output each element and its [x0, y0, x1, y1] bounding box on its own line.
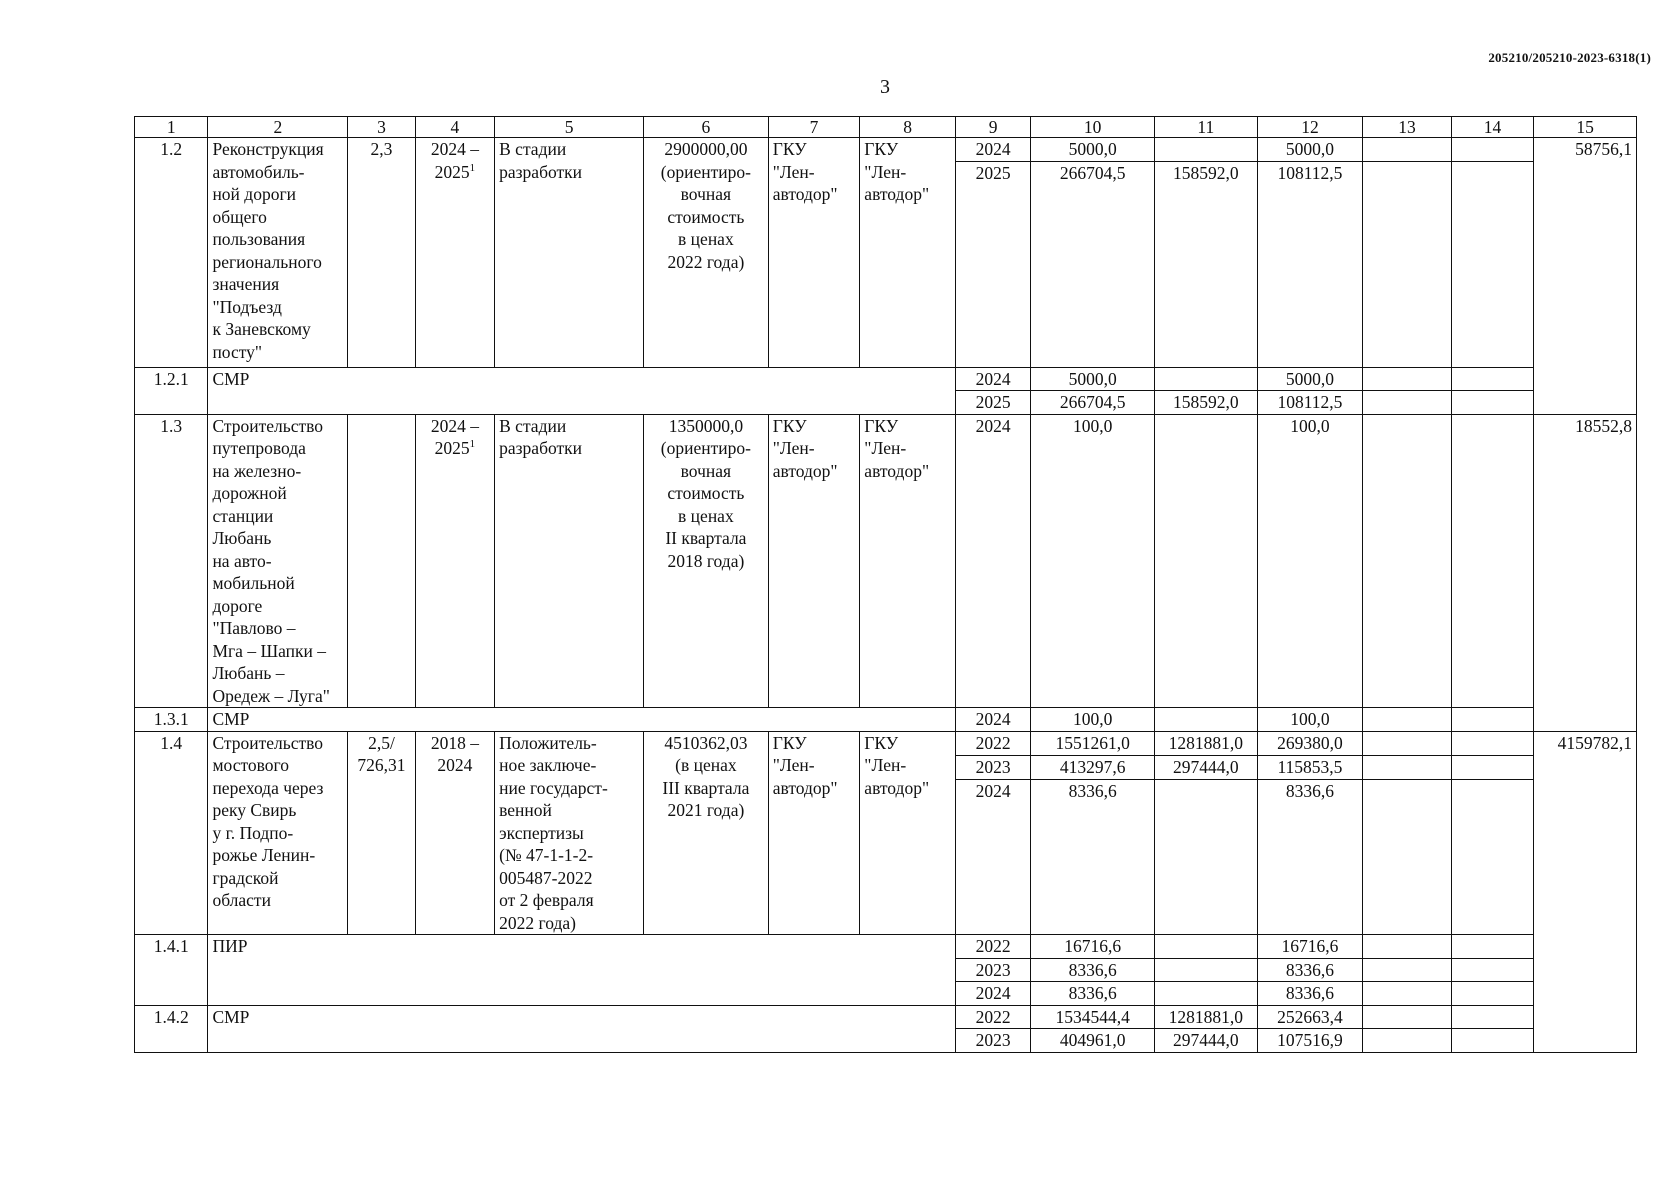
table-row — [135, 731, 1637, 755]
empty-cell — [1451, 708, 1533, 732]
empty-cell — [1451, 935, 1533, 959]
table-row — [135, 414, 1637, 708]
capacity-cell: 2,5/ 726,31 — [348, 731, 415, 935]
year-cell: 2023 — [955, 755, 1030, 779]
federal-cell — [1155, 935, 1258, 959]
empty-cell — [1363, 161, 1452, 367]
empty-cell — [1363, 1005, 1452, 1029]
col-header: 6 — [644, 117, 769, 138]
balance-cell: 18552,8 — [1534, 414, 1637, 731]
row-number: 1.2.1 — [135, 367, 208, 414]
year-cell: 2024 — [955, 138, 1030, 162]
regional-cell: 269380,0 — [1257, 731, 1363, 755]
work-type-label: СМР — [208, 367, 955, 414]
federal-cell: 297444,0 — [1155, 755, 1258, 779]
row-number: 1.4.2 — [135, 1005, 208, 1052]
period-text: 2024 – 2025 — [430, 415, 479, 458]
federal-cell: 1281881,0 — [1155, 731, 1258, 755]
empty-cell — [1451, 958, 1533, 982]
federal-cell — [1155, 958, 1258, 982]
row-number: 1.4 — [135, 731, 208, 935]
total-cell: 8336,6 — [1031, 958, 1155, 982]
col-header: 4 — [415, 117, 494, 138]
year-cell: 2024 — [955, 414, 1030, 708]
empty-cell — [1451, 755, 1533, 779]
work-type-label: ПИР — [208, 935, 955, 1006]
empty-cell — [1363, 391, 1452, 415]
cost-cell: 1350000,0 (ориентиро- вочная стоимость в ценах II квартала 2018 года) — [644, 414, 769, 708]
empty-cell — [1451, 138, 1533, 162]
regional-cell: 16716,6 — [1257, 935, 1363, 959]
empty-cell — [1451, 1029, 1533, 1053]
year-cell: 2022 — [955, 935, 1030, 959]
regional-cell: 5000,0 — [1257, 367, 1363, 391]
balance-cell: 4159782,1 — [1534, 731, 1637, 1052]
customer-cell: ГКУ "Лен- автодор" — [768, 414, 860, 708]
period-cell: 2018 – 2024 — [415, 731, 494, 935]
total-cell: 8336,6 — [1031, 982, 1155, 1006]
federal-cell: 1281881,0 — [1155, 1005, 1258, 1029]
year-cell: 2024 — [955, 367, 1030, 391]
year-cell: 2024 — [955, 779, 1030, 934]
balance-cell: 58756,1 — [1534, 138, 1637, 415]
status-cell: Положитель- ное заключе- ние государст- венной экспертизы (№ 47-1-1-2- 005487-2022 от 2 февраля 2022 года) — [495, 731, 644, 935]
cost-cell: 4510362,03 (в ценах III квартала 2021 года) — [644, 731, 769, 935]
footnote-mark: 1 — [469, 161, 476, 174]
federal-cell — [1155, 367, 1258, 391]
col-header: 15 — [1534, 117, 1637, 138]
regional-cell: 8336,6 — [1257, 779, 1363, 934]
regional-cell: 100,0 — [1257, 414, 1363, 708]
empty-cell — [1363, 982, 1452, 1006]
header-row — [135, 117, 1637, 138]
empty-cell — [1363, 367, 1452, 391]
program-table — [134, 116, 1637, 1053]
year-cell: 2025 — [955, 391, 1030, 415]
total-cell: 404961,0 — [1031, 1029, 1155, 1053]
total-cell: 100,0 — [1031, 414, 1155, 708]
status-cell: В стадии разработки — [495, 414, 644, 708]
regional-cell: 115853,5 — [1257, 755, 1363, 779]
regional-cell: 108112,5 — [1257, 391, 1363, 415]
row-number: 1.2 — [135, 138, 208, 368]
empty-cell — [1363, 755, 1452, 779]
empty-cell — [1451, 779, 1533, 934]
empty-cell — [1451, 1005, 1533, 1029]
table-row — [135, 138, 1637, 162]
empty-cell — [1363, 708, 1452, 732]
col-header: 11 — [1155, 117, 1258, 138]
empty-cell — [1451, 414, 1533, 708]
total-cell: 16716,6 — [1031, 935, 1155, 959]
work-type-label: СМР — [208, 708, 955, 732]
federal-cell — [1155, 779, 1258, 934]
federal-cell — [1155, 138, 1258, 162]
capacity-cell — [348, 414, 415, 708]
row-number: 1.3.1 — [135, 708, 208, 732]
federal-cell: 158592,0 — [1155, 391, 1258, 415]
year-cell: 2023 — [955, 958, 1030, 982]
federal-cell — [1155, 708, 1258, 732]
developer-cell: ГКУ "Лен- автодор" — [860, 731, 956, 935]
period-cell — [415, 138, 494, 368]
developer-cell: ГКУ "Лен- автодор" — [860, 414, 956, 708]
year-cell: 2025 — [955, 161, 1030, 367]
total-cell: 100,0 — [1031, 708, 1155, 732]
page-number: 3 — [880, 76, 890, 98]
federal-cell: 297444,0 — [1155, 1029, 1258, 1053]
table-row — [135, 708, 1637, 732]
regional-cell: 8336,6 — [1257, 958, 1363, 982]
regional-cell: 252663,4 — [1257, 1005, 1363, 1029]
col-header: 13 — [1363, 117, 1452, 138]
total-cell: 266704,5 — [1031, 391, 1155, 415]
empty-cell — [1363, 138, 1452, 162]
col-header: 3 — [348, 117, 415, 138]
total-cell: 266704,5 — [1031, 161, 1155, 367]
capacity-cell: 2,3 — [348, 138, 415, 368]
total-cell: 5000,0 — [1031, 138, 1155, 162]
regional-cell: 107516,9 — [1257, 1029, 1363, 1053]
total-cell: 8336,6 — [1031, 779, 1155, 934]
customer-cell: ГКУ "Лен- автодор" — [768, 138, 860, 368]
work-type-label: СМР — [208, 1005, 955, 1052]
year-cell: 2024 — [955, 982, 1030, 1006]
total-cell: 1534544,4 — [1031, 1005, 1155, 1029]
empty-cell — [1363, 935, 1452, 959]
regional-cell: 108112,5 — [1257, 161, 1363, 367]
period-text: 2024 – 2025 — [430, 139, 479, 182]
empty-cell — [1451, 982, 1533, 1006]
empty-cell — [1363, 779, 1452, 934]
col-header: 14 — [1451, 117, 1533, 138]
col-header: 1 — [135, 117, 208, 138]
empty-cell — [1451, 391, 1533, 415]
regional-cell: 100,0 — [1257, 708, 1363, 732]
total-cell: 1551261,0 — [1031, 731, 1155, 755]
status-cell: В стадии разработки — [495, 138, 644, 368]
developer-cell: ГКУ "Лен- автодор" — [860, 138, 956, 368]
empty-cell — [1451, 161, 1533, 367]
empty-cell — [1451, 731, 1533, 755]
year-cell: 2024 — [955, 708, 1030, 732]
year-cell: 2022 — [955, 1005, 1030, 1029]
year-cell: 2023 — [955, 1029, 1030, 1053]
table-row — [135, 1005, 1637, 1029]
period-cell — [415, 414, 494, 708]
empty-cell — [1363, 731, 1452, 755]
total-cell: 5000,0 — [1031, 367, 1155, 391]
object-name: Строительство путепровода на железно- дорожной станции Любань на авто- мобильной дороге "Павлово – Мга – Шапки – Любань – Оредеж – Луга" — [208, 414, 348, 708]
table-row — [135, 935, 1637, 959]
col-header: 7 — [768, 117, 860, 138]
col-header: 12 — [1257, 117, 1363, 138]
federal-cell — [1155, 414, 1258, 708]
empty-cell — [1363, 414, 1452, 708]
object-name: Реконструкция автомобиль- ной дороги общего пользования регионального значения "Подъезд к Заневскому посту" — [208, 138, 348, 368]
document-id: 205210/205210-2023-6318(1) — [1488, 50, 1651, 65]
col-header: 2 — [208, 117, 348, 138]
empty-cell — [1363, 1029, 1452, 1053]
regional-cell: 8336,6 — [1257, 982, 1363, 1006]
federal-cell — [1155, 982, 1258, 1006]
cost-cell: 2900000,00 (ориентиро- вочная стоимость в ценах 2022 года) — [644, 138, 769, 368]
row-number: 1.4.1 — [135, 935, 208, 1006]
regional-cell: 5000,0 — [1257, 138, 1363, 162]
object-name: Строительство мостового перехода через реку Свирь у г. Подпо- рожье Ленин- градской области — [208, 731, 348, 935]
total-cell: 413297,6 — [1031, 755, 1155, 779]
empty-cell — [1363, 958, 1452, 982]
footnote-mark: 1 — [469, 438, 476, 451]
year-cell: 2022 — [955, 731, 1030, 755]
col-header: 5 — [495, 117, 644, 138]
col-header: 9 — [955, 117, 1030, 138]
col-header: 8 — [860, 117, 956, 138]
table-row — [135, 367, 1637, 391]
customer-cell: ГКУ "Лен- автодор" — [768, 731, 860, 935]
row-number: 1.3 — [135, 414, 208, 708]
federal-cell: 158592,0 — [1155, 161, 1258, 367]
col-header: 10 — [1031, 117, 1155, 138]
empty-cell — [1451, 367, 1533, 391]
